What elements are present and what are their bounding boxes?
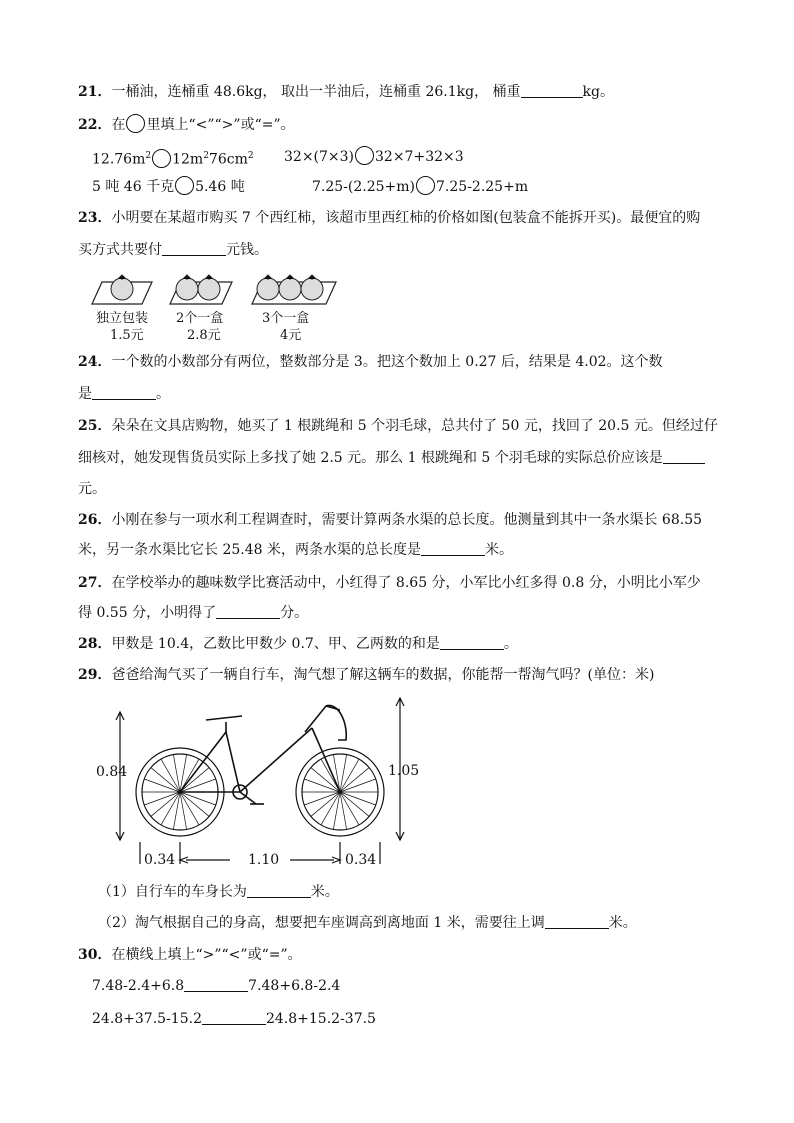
wheel-spoke <box>144 779 180 792</box>
pack-label: 独立包装 <box>96 311 149 326</box>
question-25-line2 <box>78 448 705 468</box>
question-number: 26． <box>78 512 112 528</box>
question-text: 里填上“<”“>”或“=”。 <box>146 117 295 133</box>
expr-right: 32×7+32×3 <box>375 149 464 165</box>
answer-blank[interactable] <box>663 449 705 464</box>
question-text: 一桶油，连桶重 48.6kg， 取出一半油后，连桶重 26.1kg， 桶重 <box>111 84 521 100</box>
wheel-spoke <box>340 768 369 792</box>
pack-label: 3个一盒 <box>262 311 310 326</box>
question-26 <box>78 510 702 530</box>
question-text: 是 <box>78 386 92 402</box>
expr-right: 5.46 吨 <box>195 179 245 195</box>
answer-blank[interactable] <box>247 883 311 898</box>
question-text: 米。 <box>310 884 339 900</box>
superscript: 2 <box>145 151 152 161</box>
question-30 <box>78 945 302 965</box>
question-26-line2 <box>78 540 513 560</box>
expr-right: 76cm <box>208 151 248 168</box>
question-number: 30． <box>78 947 112 963</box>
compare-row-2b <box>312 176 528 197</box>
tomato-icon <box>257 278 279 300</box>
pack-price: 2.8元 <box>187 328 221 343</box>
question-text: 米，另一条水渠比它长 25.48 米，两条水渠的总长度是 <box>78 542 421 558</box>
question-23 <box>78 208 700 228</box>
question-25-line3 <box>78 479 106 499</box>
answer-blank[interactable] <box>92 385 156 400</box>
question-text: 小明要在某超市购买 7 个西红柿，该超市里西红柿的价格如图(包装盒不能拆开买)。最便宜的购 <box>111 210 701 226</box>
question-number: 25． <box>78 418 112 434</box>
question-text: 米。 <box>608 915 637 931</box>
question-text: 。 <box>503 636 518 652</box>
dim-left-height: 0.84 <box>96 764 128 780</box>
question-24-line2 <box>78 384 170 404</box>
question-25 <box>78 416 718 436</box>
expr-right: 12m <box>172 151 204 168</box>
answer-blank[interactable] <box>202 1010 266 1025</box>
expr-left: 24.8+37.5-15.2 <box>92 1011 202 1027</box>
expr-left: 12.76m <box>92 151 146 168</box>
tomato-icon <box>198 278 220 300</box>
question-29-sub2 <box>98 913 637 933</box>
question-29 <box>78 665 654 685</box>
wheel-spoke <box>311 792 340 816</box>
superscript: 2 <box>247 151 254 161</box>
expr-left: 7.25-(2.25+m) <box>312 179 416 195</box>
question-text: 在学校举办的趣味数学比赛活动中，小红得了 8.65 分，小军比小红多得 0.8 分，小明比小军少 <box>111 575 701 591</box>
expr-left: 7.48-2.4+6.8 <box>92 978 185 994</box>
compare-row-30-1 <box>92 976 340 996</box>
compare-row-2a <box>92 176 245 197</box>
question-text: 买方式共要付 <box>78 242 162 258</box>
expr-left: 32×(7×3) <box>284 149 355 165</box>
question-23-line2 <box>78 240 268 260</box>
question-text: 得 0.55 分，小明得了 <box>78 605 217 621</box>
question-number: 27． <box>78 575 112 591</box>
wheel-spoke <box>311 768 340 792</box>
wheel-spoke <box>151 792 180 816</box>
dim-left-wheel: 0.34 <box>144 852 176 868</box>
answer-blank[interactable] <box>162 241 226 256</box>
wheel-spoke <box>340 792 369 816</box>
question-27 <box>78 573 701 593</box>
expr-right: 7.25-2.25+m <box>436 179 529 195</box>
question-text: 小刚在参与一项水利工程调查时，需要计算两条水渠的总长度。他测量到其中一条水渠长 68.55 <box>111 512 703 528</box>
dim-right-height: 1.05 <box>388 763 420 779</box>
question-text: 分。 <box>280 605 309 621</box>
question-number: 23． <box>78 210 112 226</box>
tomato-icon <box>176 278 198 300</box>
bicycle-diagram <box>100 692 420 872</box>
question-text: 米。 <box>484 542 513 558</box>
compare-circle[interactable] <box>355 146 374 165</box>
question-text: （2）淘气根据自己的身高，想要把车座调高到离地面 1 米，需要往上调 <box>98 915 545 931</box>
pack-price: 1.5元 <box>110 328 144 343</box>
answer-blank[interactable] <box>440 635 504 650</box>
question-text: 细核对，她发现售货员实际上多找了她 2.5 元。那么 1 根跳绳和 5 个羽毛球的实际总价应该是 <box>78 450 663 466</box>
question-text: 元钱。 <box>226 242 268 258</box>
compare-circle[interactable] <box>416 176 435 195</box>
question-22 <box>78 114 295 135</box>
question-number: 29． <box>78 667 112 683</box>
tomato-icon <box>301 278 323 300</box>
compare-circle <box>126 114 145 133</box>
question-text: 朵朵在文具店购物，她买了 1 根跳绳和 5 个羽毛球，总共付了 50 元，找回了 20.5 元。但经过仔 <box>111 418 718 434</box>
answer-blank[interactable] <box>521 83 583 98</box>
question-text: 元。 <box>78 481 106 497</box>
question-number: 22． <box>78 117 112 133</box>
question-27-line2 <box>78 603 308 623</box>
question-text: （1）自行车的车身长为 <box>98 884 247 900</box>
superscript: 2 <box>203 151 209 161</box>
wheel-spoke <box>340 779 376 792</box>
dim-right-wheel: 0.34 <box>345 852 377 868</box>
expr-right: 24.8+15.2-37.5 <box>265 1011 376 1027</box>
question-21 <box>78 82 614 102</box>
answer-blank[interactable] <box>184 977 248 992</box>
wheel-spoke <box>180 792 216 805</box>
dim-middle: 1.10 <box>248 852 280 868</box>
tomato-icon <box>111 278 133 300</box>
answer-blank[interactable] <box>216 604 280 619</box>
answer-blank[interactable] <box>421 541 485 556</box>
compare-circle[interactable] <box>175 176 194 195</box>
question-number: 21． <box>78 84 112 100</box>
question-text: kg。 <box>582 84 614 100</box>
question-text: 爸爸给淘气买了一辆自行车，淘气想了解这辆车的数据，你能帮一帮淘气吗？(单位：米) <box>111 667 655 683</box>
question-text: 在横线上填上“>”“<”或“=”。 <box>111 947 302 963</box>
expr-right: 7.48+6.8-2.4 <box>248 978 341 994</box>
question-text: 。 <box>156 386 170 402</box>
pack-price: 4元 <box>280 328 302 343</box>
tomato-icon <box>279 278 301 300</box>
expr-left: 5 吨 46 千克 <box>92 179 175 195</box>
wheel-spoke <box>180 768 209 792</box>
compare-row-1b <box>284 146 464 167</box>
question-number: 28． <box>78 636 112 652</box>
question-text: 甲数是 10.4，乙数比甲数少 0.7、甲、乙两数的和是 <box>111 636 440 652</box>
question-text: 一个数的小数部分有两位，整数部分是 3。把这个数加上 0.27 后，结果是 4.02。这个数 <box>111 354 663 370</box>
question-29-sub1 <box>98 882 339 902</box>
question-24 <box>78 352 663 372</box>
answer-blank[interactable] <box>545 914 609 929</box>
wheel-spoke <box>340 792 376 805</box>
question-number: 24． <box>78 354 112 370</box>
pack-label: 2个一盒 <box>176 311 224 326</box>
wheel-spoke <box>304 792 340 805</box>
compare-row-30-2 <box>92 1009 376 1029</box>
question-text: 在 <box>111 117 126 133</box>
compare-circle[interactable] <box>152 149 171 168</box>
wheel-spoke <box>151 768 180 792</box>
wheel-spoke <box>144 792 180 805</box>
compare-row-1a <box>92 146 254 170</box>
wheel-spoke <box>180 792 209 816</box>
question-28 <box>78 634 518 654</box>
